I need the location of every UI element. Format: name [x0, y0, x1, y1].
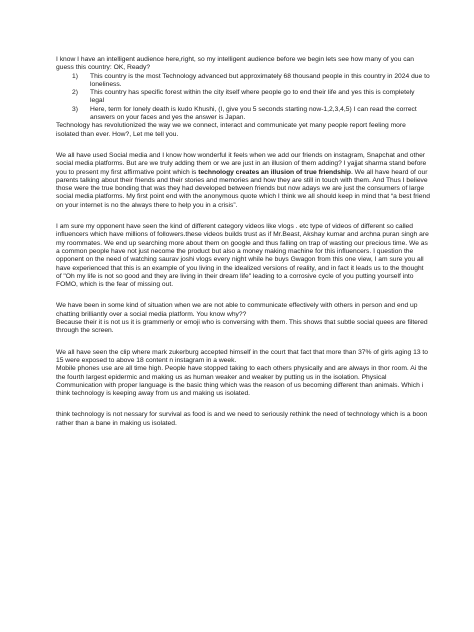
instagram-paragraph: We all have seen the clip where mark zukerburg accepted himself in the court that fact that more than 37% of girls aging 13 to 15 were exposed to above 18 content n instagram in a week. [56, 348, 428, 364]
list-text: This country is the most Technology advanced but approximately 68 thousand people in this country in 2024 due to loneliness. [90, 72, 430, 88]
list-item [56, 106, 430, 123]
influencer-paragraph: I am sure my opponent have seen the kind of different category videos like vlogs . etc type of videos of different so called influencers which have millions of followers.these videos builds trust as if Mr.Beast, Akshay kumar and archna puran singh are my roommates. We end up searching more about them on google and thus falling on trap of wasting our precious time. We as a common people have not just necome the product but also a money making machine for this influencers. I question the opponent on the need of watching saurav joshi vlogs every night while he buys Gwagon from this one view, I am sure you all have experienced that this is an example of you living in the idealized versions of reality, and in fact it leads us to the thought of "Oh my life is not so good and they are living in their dream life" leading to a corrosive cycle of you putting yourself into FOMO, which is the fear of missing out. [56, 223, 429, 289]
paragraph-text: . We all have heard of our parents talking about their friends and their stories and memories and how they are still in touch with them. And Thus I believe those were the true bonding that was they had developed between friends but now adays we are just the consumers of large social media platforms. My first point end with the anonymous quote which I think we all should keep in mind that “a best friend on your internet is no the always there to help you in a crisis”. [56, 168, 430, 209]
list-text: Here, term for lonely death is kudo Khushi, (I, give you 5 seconds starting now-1,2,3,4,5) I can read the correct answers on your faces and yes the answer is Japan. [90, 105, 417, 122]
intro-tail: Technology has revolutionized the way we we connect, interact and communicate yet many people report feeling more isolated than ever. How?, Let me tell you. [56, 122, 406, 138]
conclusion-paragraph: think technology is not nessary for survival as food is and we need to seriously rethink the need of technology which is a boon rather than a bane in making us isolated. [56, 411, 428, 427]
affirmative-point: technology creates an illusion of true friendship [198, 168, 351, 176]
country-clue-list [56, 73, 430, 123]
mobile-phones-paragraph: Mobile phones use are all time high. People have stopped taking to each others physically and are always in thor room. Ai the the fourth largest epidermic and making us as human weaker and weaker by putting us in the isolation. Physical Communication with proper language is the basic thing which was the reason of us becoming different than animals. Which i think technology is keeping away from us and making us isolated. [56, 365, 428, 398]
communication-paragraph-b: Because their it is not us it is grammerly or emoji who is conversing with them. This shows that subtle social quees are filtered through the screen. [56, 319, 428, 335]
communication-paragraph-a: We have been in some kind of situation when we are not able to communicate effectively with others in person and end up chatting brilliantly over a social media platform. You know why?? [56, 302, 418, 318]
list-item [56, 89, 430, 106]
social-media-paragraph [56, 152, 430, 210]
list-number: 1) [72, 72, 78, 80]
list-number: 3) [72, 105, 78, 113]
list-number: 2) [72, 89, 78, 97]
list-text: This country has specific forest within the city itself where people go to end their life and yes this is completely legal [90, 89, 415, 105]
document-body [56, 56, 430, 428]
paragraph-text: We all have used Social media and I know how wonderful it feels when we add our friends on instagram, Snapchat and other social media platforms. But are we truly adding them or we are just in an illusion of them adding? I yajjat sharma stand before you to present my first affirmative point which is [56, 151, 427, 176]
list-item [56, 73, 430, 90]
intro-lead: I know I have an intelligent audience here,right, so my intelligent audience before we begin lets see how many of you can guess this country: OK, Ready? [56, 56, 415, 72]
